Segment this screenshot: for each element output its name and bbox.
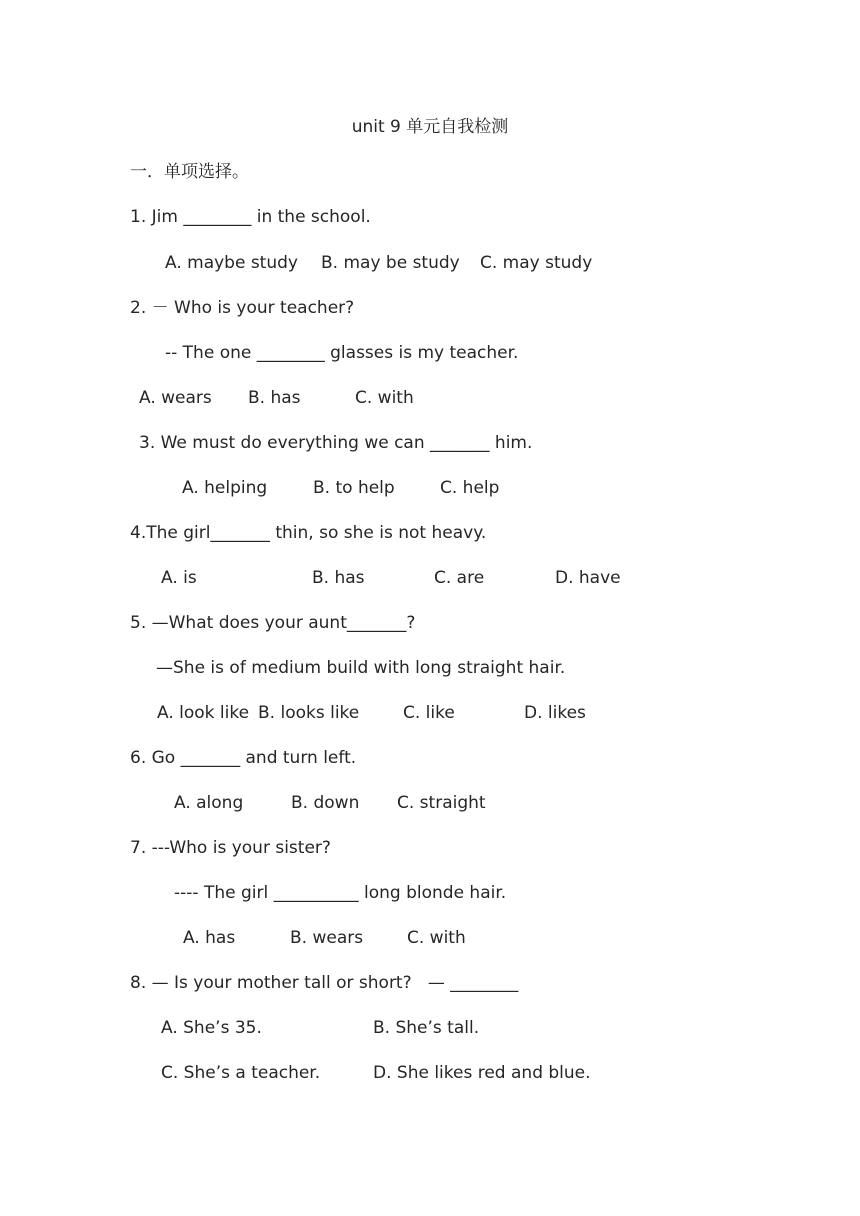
question-7-option-a: A. has <box>183 928 236 948</box>
question-8-stem: 8. — Is your mother tall or short? — ________ <box>130 973 519 993</box>
question-6-option-a: A. along <box>174 793 244 813</box>
question-5-option-a: A. look like <box>157 703 250 723</box>
question-3-option-b: B. to help <box>313 478 395 498</box>
question-4-option-c: C. are <box>434 568 485 588</box>
question-3-stem: 3. We must do everything we can _______ him. <box>139 433 533 453</box>
question-5-answer-line: —She is of medium build with long straight hair. <box>156 658 566 678</box>
question-2-option-b: B. has <box>248 388 301 408</box>
question-8-option-c: C. She’s a teacher. <box>161 1063 321 1083</box>
page-title: unit 9 单元自我检测 <box>351 117 509 137</box>
question-6-stem: 6. Go _______ and turn left. <box>130 748 357 768</box>
question-1-option-b: B. may be study <box>321 253 460 273</box>
question-4-option-a: A. is <box>161 568 197 588</box>
question-2-stem: 2. － Who is your teacher? <box>130 298 355 318</box>
question-3-option-a: A. helping <box>182 478 268 498</box>
question-7-stem: 7. ---Who is your sister? <box>130 838 331 858</box>
question-6-option-b: B. down <box>291 793 360 813</box>
question-2-option-c: C. with <box>355 388 414 408</box>
question-8-option-d: D. She likes red and blue. <box>373 1063 591 1083</box>
question-5-option-b: B. looks like <box>258 703 360 723</box>
question-1-stem: 1. Jim ________ in the school. <box>130 207 371 227</box>
question-2-answer-line: -- The one ________ glasses is my teacher. <box>165 343 519 363</box>
question-5-option-c: C. like <box>403 703 455 723</box>
question-2-option-a: A. wears <box>139 388 212 408</box>
question-7-answer-line: ---- The girl __________ long blonde hair. <box>174 883 507 903</box>
question-3-option-c: C. help <box>440 478 500 498</box>
question-7-option-c: C. with <box>407 928 466 948</box>
question-8-option-b: B. She’s tall. <box>373 1018 480 1038</box>
question-7-option-b: B. wears <box>290 928 364 948</box>
question-1-option-c: C. may study <box>480 253 593 273</box>
question-5-stem: 5. —What does your aunt_______? <box>130 613 416 633</box>
section-heading: 一．单项选择。 <box>130 162 249 182</box>
question-1-option-a: A. maybe study <box>165 253 298 273</box>
question-5-option-d: D. likes <box>524 703 586 723</box>
question-4-stem: 4.The girl_______ thin, so she is not heavy. <box>130 523 487 543</box>
question-8-option-a: A. She’s 35. <box>161 1018 262 1038</box>
question-6-option-c: C. straight <box>397 793 486 813</box>
question-4-option-b: B. has <box>312 568 365 588</box>
question-4-option-d: D. have <box>555 568 621 588</box>
